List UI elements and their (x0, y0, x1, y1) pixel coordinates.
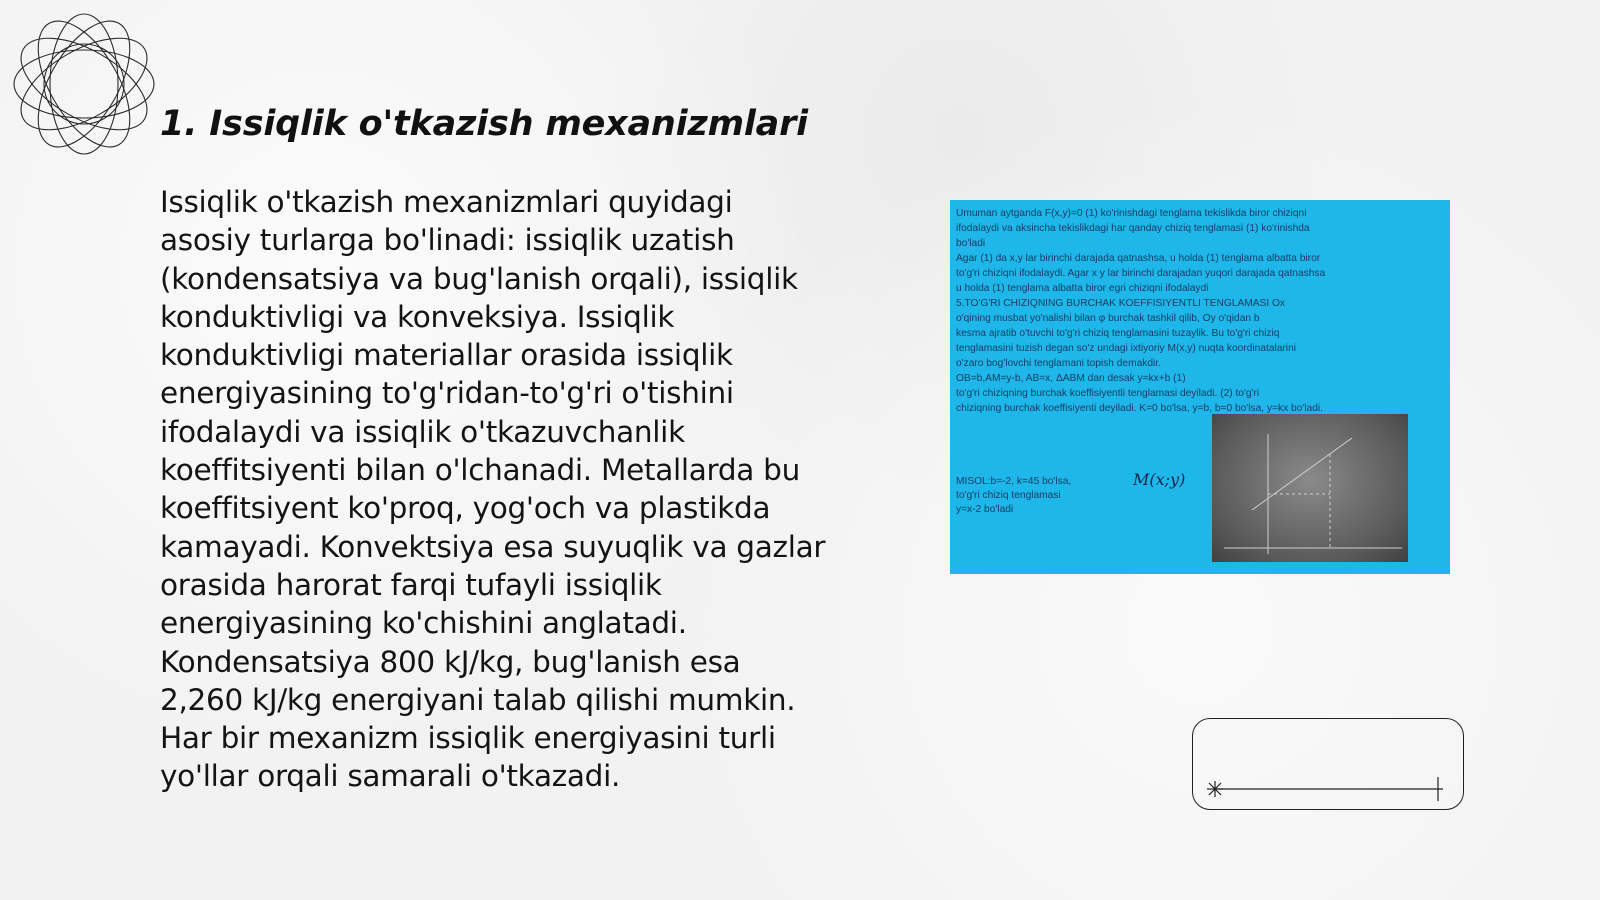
image-text-line: OB=b,AM=y-b, AB=x, ΔABM dan desak y=kx+b (1) (956, 373, 1186, 384)
body-line: konduktivligi materiallar orasida issiqlik (160, 338, 733, 373)
example-line: to'g'ri chiziq tenglamasi (956, 490, 1061, 501)
image-text-line: Umuman aytganda F(x,y)=0 (1) ko'rinishdagi tenglama tekislikda biror chiziqni (956, 208, 1307, 219)
body-line: asosiy turlarga bo'linadi: issiqlik uzatish (160, 223, 735, 258)
example-text (956, 475, 1126, 517)
body-line: energiyasining to'g'ridan-to'g'ri o'tishini (160, 376, 734, 411)
image-text-line: kesma ajratib o'tuvchi to'g'ri chiziq tenglamasini tuzaylik. Bu to'g'ri chiziq (956, 328, 1280, 339)
image-text-line: o'zaro bog'lovchi tenglamani topish demakdir. (956, 358, 1161, 369)
image-text-line: Agar (1) da x,y lar birinchi darajada qatnashsa, u holda (1) tenglama albatta biror (956, 253, 1321, 264)
body-line: yo'llar orqali samarali o'tkazadi. (160, 759, 621, 794)
image-text-line: bo'ladi (956, 238, 986, 249)
image-text-line: u holda (1) tenglama albatta biror egri chiziqni ifodalaydi (956, 283, 1209, 294)
body-line: ifodalaydi va issiqlik o'tkazuvchanlik (160, 414, 685, 449)
graph-photo (1212, 414, 1408, 562)
image-text-line: ifodalaydi va aksincha tekislikdagi har qanday chiziq tenglamasi (1) ko'rinishda (956, 223, 1310, 234)
slide-title: 1. Issiqlik o'tkazish mexanizmlari (160, 104, 808, 144)
body-line: orasida harorat farqi tufayli issiqlik (160, 567, 662, 602)
example-line: MISOL:b=-2, k=45 bo'lsa, (956, 476, 1072, 487)
decorative-timeline-box (1192, 718, 1464, 810)
timeline-line-icon (1193, 719, 1465, 811)
image-text-line: tenglamasini tuzish degan so'z undagi ixtiyoriy M(x,y) nuqta koordinatalarini (956, 343, 1297, 354)
image-text-line: chiziqning burchak koeffisiyenti deyiladi. K=0 bo'lsa, y=b, b=0 bo'lsa, y=kx bo'ladi. (956, 403, 1323, 414)
embedded-image-slide (950, 200, 1450, 574)
image-text-line: to'g'ri chiziqni ifodalaydi. Agar x y lar birinchi darajadan yuqori darajada qatnashsa (956, 268, 1326, 279)
body-line: Issiqlik o'tkazish mexanizmlari quyidagi (160, 185, 733, 219)
example-line: y=x-2 bo'ladi (956, 504, 1014, 515)
body-line: 2,260 kJ/kg energiyani talab qilishi mumkin. (160, 682, 796, 717)
slide-body-text (160, 183, 860, 796)
line-graph-icon (1212, 414, 1408, 562)
decorative-rosette-icon (10, 10, 158, 158)
image-text-line: o'qining musbat yo'nalishi bilan φ burchak tashkil qilib, Oy o'qidan b (956, 313, 1260, 324)
point-label: M(x;y) (1133, 470, 1186, 489)
image-text-line: to'g'ri chiziqning burchak koeffisiyentli tenglamasi deyiladi. (2) to'g'ri (956, 388, 1260, 399)
body-line: Har bir mexanizm issiqlik energiyasini turli (160, 721, 776, 756)
body-line: Kondensatsiya 800 kJ/kg, bug'lanish esa (160, 644, 741, 679)
body-line: (kondensatsiya va bug'lanish orqali), issiqlik (160, 261, 798, 296)
body-line: energiyasining ko'chishini anglatadi. (160, 606, 687, 641)
image-text-line: 5.TO'G'RI CHIZIQNING BURCHAK KOEFFISIYENTLI TENGLAMASI Ox (956, 298, 1285, 309)
body-line: kamayadi. Konvektsiya esa suyuqlik va gazlar (160, 529, 826, 564)
body-line: koeffitsiyent ko'proq, yog'och va plastikda (160, 491, 771, 526)
body-line: konduktivligi va konveksiya. Issiqlik (160, 299, 675, 334)
body-line: koeffitsiyenti bilan o'lchanadi. Metallarda bu (160, 453, 800, 488)
